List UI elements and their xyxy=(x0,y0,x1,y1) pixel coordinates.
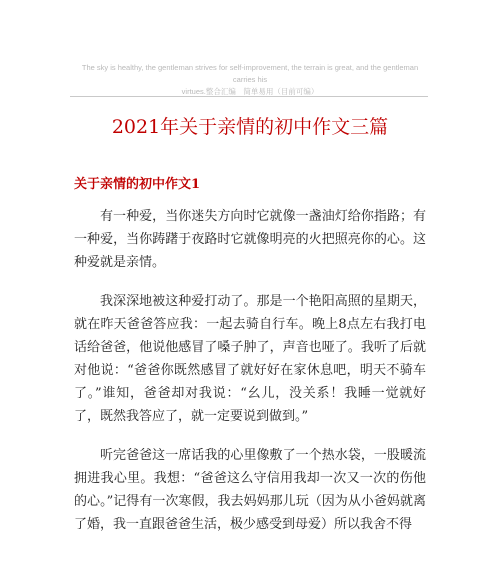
page-header-motto xyxy=(70,62,430,98)
header-line-1: The sky is healthy, the gentleman strives for self-improvement, the terrain is great, and the gentleman carries his xyxy=(81,63,419,84)
paragraph: 听完爸爸这一席话我的心里像敷了一个热水袋，一股暖流拥进我心里。我想：“爸爸这么守信用我却一次又一次的伤他的心。”记得有一次寒假，我去妈妈那儿玩（因为从小爸妈就离了婚，我一直跟爸爸生活，极少感受到母爱）所以我舍不得 xyxy=(74,448,426,532)
paragraph: 有一种爱，当你迷失方向时它就像一盏油灯给你指路；有一种爱，当你踌躇于夜路时它就像明亮的火把照亮你的心。这种爱就是亲情。 xyxy=(74,209,426,270)
paragraph: 我深深地被这种爱打动了。那是一个艳阳高照的星期天，就在昨天爸爸答应我：一起去骑自行车。晚上8点左右我打电话给爸爸，他说他感冒了嗓子肿了，声音也哑了。我听了后就对他说：“爸爸你既然感冒了就好好在家休息吧，明天不骑车了。”谁知，爸爸却对我说：“幺儿，没关系！我睡一觉就好了，既然我答应了，就一定要说到做到。” xyxy=(74,294,426,424)
header-divider xyxy=(70,96,428,97)
section-title: 关于亲情的初中作文1 xyxy=(74,177,201,192)
header-line-2: virtues.整合汇编 简单易用（目前可编） xyxy=(181,87,319,96)
document-title: 2021年关于亲情的初中作文三篇 xyxy=(111,116,389,138)
essay-body xyxy=(74,205,426,552)
